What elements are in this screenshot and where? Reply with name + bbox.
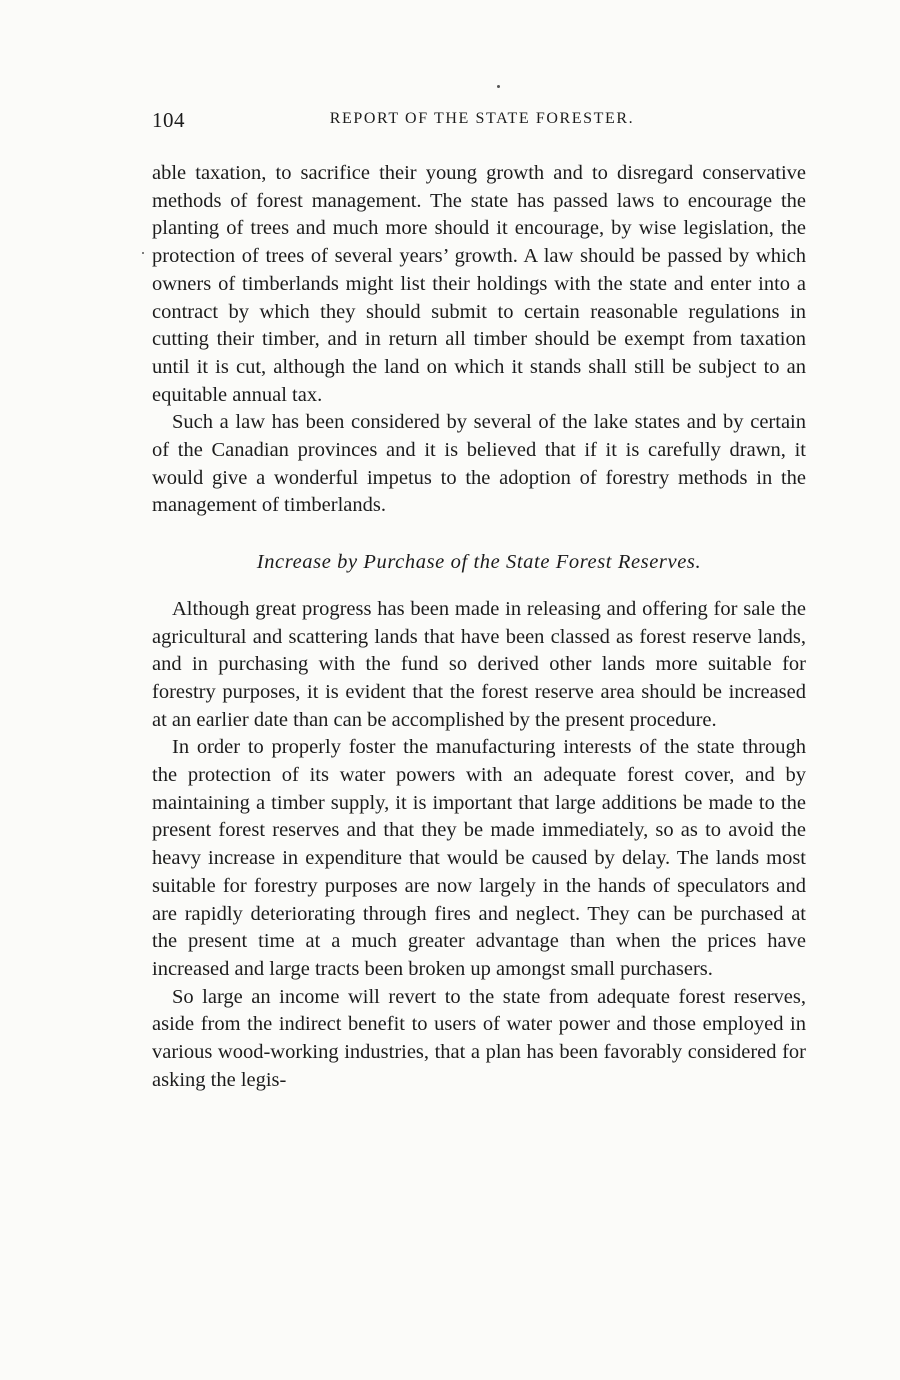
paragraph: In order to properly foster the manufacturing interests of the state through the protection of its water powers with an adequate forest cover, and by maintaining a timber supply, it is important that large additions be made to the present forest reserves and that they be made immediately, so as to avoid the heavy increase in expenditure that would be caused by delay. The lands most suitable for forestry purposes are now largely in the hands of speculators and are rapidly deteriorating through fires and neglect. They can be purchased at the present time at a much greater advantage than when the prices have increased and large tracts been broken up amongst small purchasers. [152, 736, 806, 980]
ink-speck [497, 85, 500, 88]
page-header [152, 108, 812, 138]
section-heading: Increase by Purchase of the State Forest Reserves. [256, 551, 702, 574]
body-text [152, 160, 806, 1095]
page-number: 104 [152, 108, 185, 132]
running-title: REPORT OF THE STATE FORESTER. [329, 110, 635, 127]
paragraph: Although great progress has been made in releasing and offering for sale the agricultural and scattering lands that have been classed as forest reserve lands, and in purchasing with the fund so derived other lands more suitable for forestry purposes, it is evident that the forest reserve area should be increased at an earlier date than can be accomplished by the present procedure. [152, 597, 806, 731]
ink-speck [142, 252, 144, 254]
paragraph: So large an income will revert to the state from adequate forest reserves, aside from the indirect benefit to users of water power and those employed in various wood-working industries, that a plan has been favorably considered for asking the legis- [152, 985, 806, 1091]
paragraph-continued: able taxation, to sacrifice their young growth and to disregard conservative methods of forest management. The state has passed laws to encourage the planting of trees and much more should it encourage, by wise legislation, the protection of trees of several years’ growth. A law should be passed by which owners of timberlands might list their holdings with the state and enter into a contract by which they should submit to certain reasonable regulations in cutting their timber, and in return all timber should be exempt from taxation until it is cut, although the land on which it stands shall still be subject to an equitable annual tax. [152, 162, 806, 406]
paragraph: Such a law has been considered by several of the lake states and by certain of the Canadian provinces and it is believed that if it is carefully drawn, it would give a wonderful impetus to the adoption of forestry methods in the management of timberlands. [152, 411, 806, 517]
